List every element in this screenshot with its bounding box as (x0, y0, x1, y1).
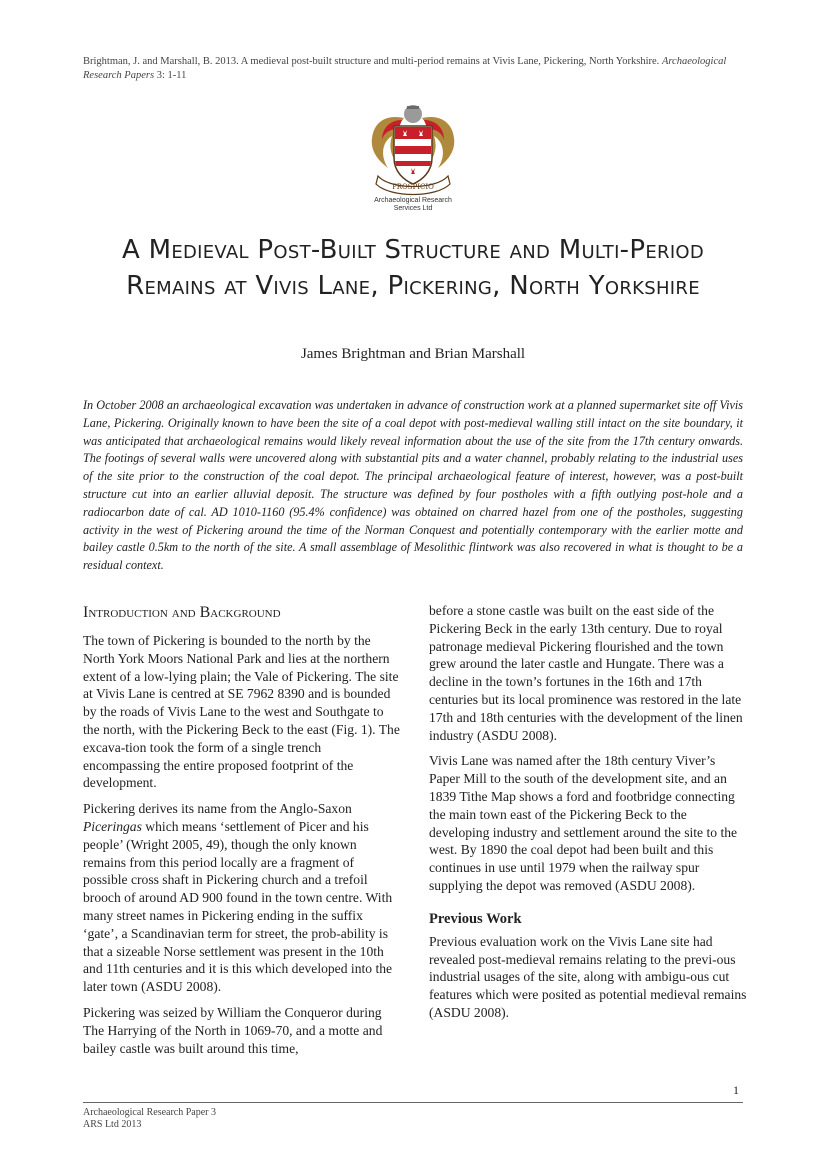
paragraph: Vivis Lane was named after the 18th century Viver’s Paper Mill to the south of the development site, and an 1839 Tithe Map shows a ford and footbridge connecting the main town east of the Pickering Beck to the developing industry and settlement around the site to the west. By 1890 the coal depot had been built and this continues in use until 1979 when the railway spur supplying the depot was removed (ASDU 2008). (429, 753, 738, 893)
citation-header (83, 55, 743, 83)
paragraph: Pickering was seized by William the Conqueror during The Harrying of the North in 1069-70, and a motte and bailey castle was built around this time, (83, 1004, 383, 1056)
article-title (60, 232, 766, 304)
right-column (429, 602, 747, 1030)
logo-motto: PROSPICIO (392, 183, 434, 191)
logo-org-line2: Services Ltd (393, 205, 433, 212)
page-number: 1 (733, 1083, 739, 1097)
logo-org-line1: Archaeological Research (374, 197, 452, 204)
citation-journal: Archaeological Research Papers (83, 56, 727, 81)
title-line-2: Remains at Vivis Lane, Pickering, North Yorkshire (126, 271, 700, 301)
footer-line-2: ARS Ltd 2013 (83, 1119, 142, 1130)
paragraph-text: Pickering derives its name from the Anglo-Saxon (83, 801, 352, 817)
title-line-1: A Medieval Post-Built Structure and Multi-Period (121, 235, 705, 265)
subsection-heading-previous-work: Previous Work (429, 910, 522, 927)
footer-line-1: Archaeological Research Paper 3 (83, 1107, 216, 1118)
left-column (83, 602, 401, 1065)
abstract: In October 2008 an archaeological excavation was undertaken in advance of construction work at a planned supermarket site off Vivis Lane, Pickering. Originally known to have been the site of a coal depot with post-medieval walling still intact on the site boundary, it was anticipated that archaeological remains would likely reveal information about the use of the site from the 17th century onwards. The footings of several walls were uncovered along with substantial pits and a water channel, probably relating to the industrial uses of the site prior to the construction of the coal depot. The principal archaeological feature of interest, however, was a post-built structure cut into an earlier alluvial deposit. The structure was defined by four postholes with a fifth outlying post-hole and a radiocarbon date of cal. AD 1010-1160 (95.4% confidence) was obtained on charred hazel from one of the postholes, suggesting activity in the west of Pickering around the time of the Norman Conquest and potentially contemporary with the earlier motte and bailey castle 0.5km to the north of the site. A small assemblage of Mesolithic flintwork was also recovered in what is thought to be a residual context. (83, 398, 743, 573)
paragraph-italic: Piceringas (83, 818, 142, 834)
paragraph: before a stone castle was built on the east side of the Pickering Beck in the early 13th century. Due to royal patronage medieval Pickering flourished and the town grew around the later castle and Hungate. There was a decline in the town’s fortunes in the 16th and 17th centuries but its local prominence was restored in the late 17th and 18th centuries with the development of the linen industry (ASDU 2008). (429, 603, 743, 743)
footer-divider (83, 1102, 743, 1103)
logo-org-name (350, 197, 476, 213)
citation-volume: 3: 1-11 (154, 70, 187, 81)
citation-text: Brightman, J. and Marshall, B. 2013. A medieval post-built structure and multi-period remains at Vivis Lane, Pickering, North Yorkshire. (83, 56, 662, 67)
section-heading-introduction: Introduction and Background (83, 604, 281, 621)
paragraph: The town of Pickering is bounded to the north by the North York Moors National Park and lies at the northern extent of a low-lying plain; the Vale of Pickering. The site at Vivis Lane is centred at SE 7962 8390 and is bounded by the roads of Vivis Lane to the west and Southgate to the north, with the Pickering Beck to the east (Fig. 1). The excava-tion took the form of a single trench encompassing the entire proposed footprint of the development. (83, 633, 400, 791)
paragraph (83, 800, 401, 996)
paragraph-text: which means ‘settlement of Picer and his people’ (Wright 2005, 49), though the only known remains from this period locally are a fragment of possible cross shaft in Pickering church and a trefoil brooch of around AD 900 found in the town centre. With many street names in Pickering ending in the suffix ‘gate’, a Scandinavian term for street, the prob-ability is that a sizeable Norse settlement was present in the 10th and 11th centuries and it is this which developed into the later town (ASDU 2008). (83, 818, 393, 995)
article-authors: James Brightman and Brian Marshall (300, 346, 526, 362)
footer (83, 1107, 216, 1131)
paragraph: Previous evaluation work on the Vivis Lane site had revealed post-medieval remains relating to the previ-ous industrial usages of the site, along with ambigu-ous cut features which were posited as potential medieval remains (ASDU 2008). (429, 933, 747, 1020)
